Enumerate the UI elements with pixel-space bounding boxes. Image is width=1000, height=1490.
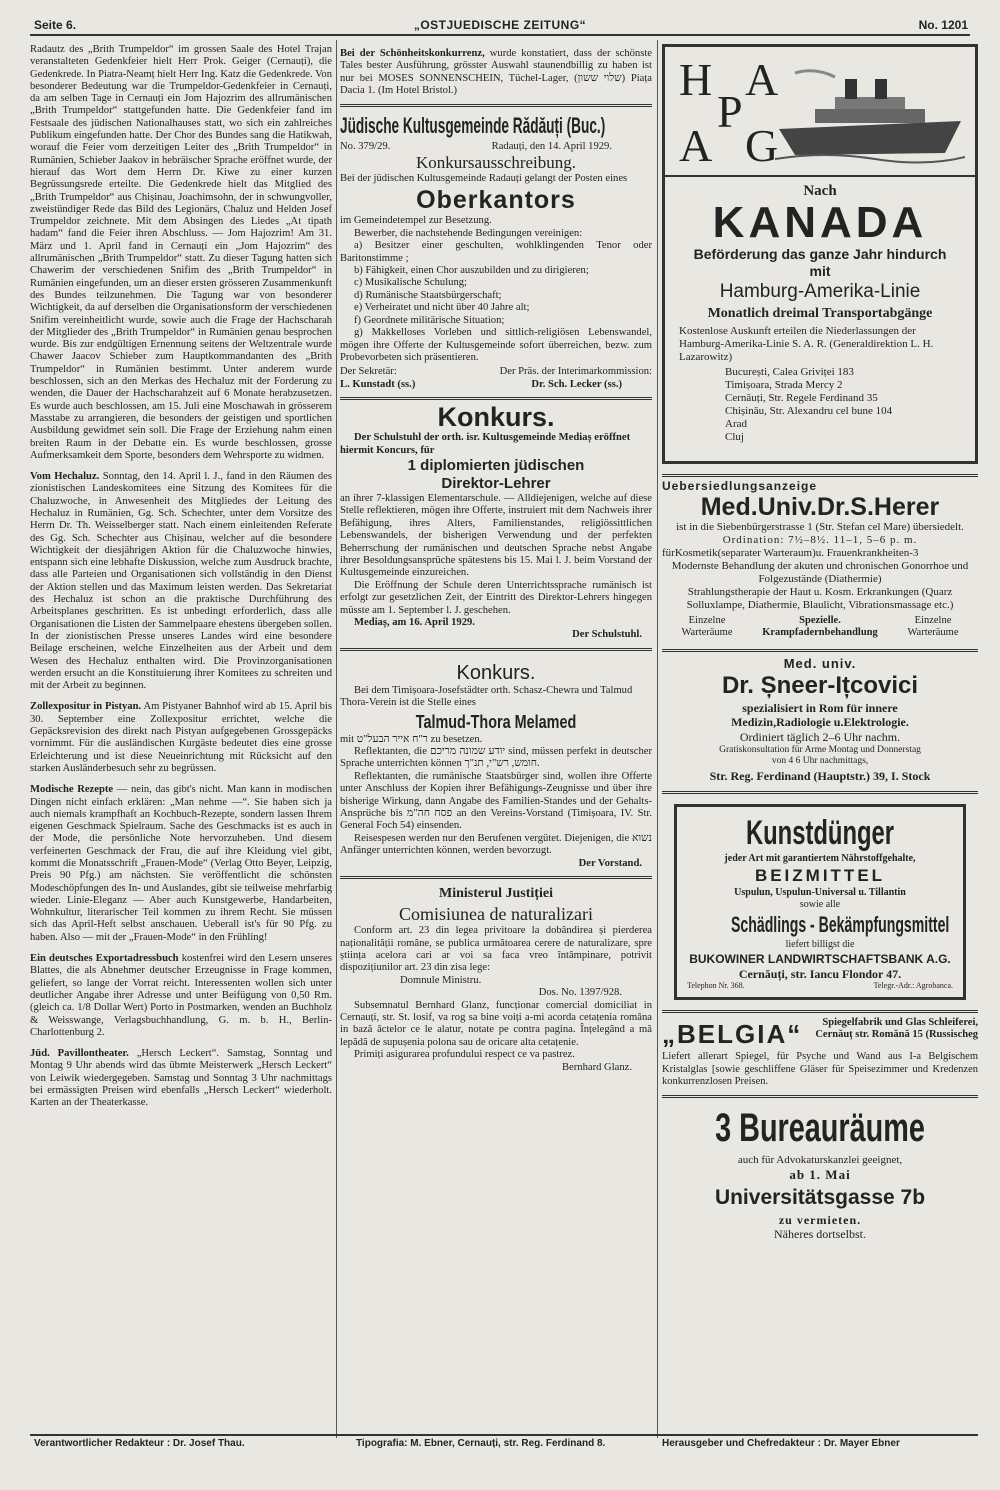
article-heading: Ein deutsches Exportadressbuch [30, 953, 179, 965]
page-header [30, 14, 970, 36]
director-teacher-notice: Konkurs. Der Schulstuhl der orth. isr. Kultusgemeinde Mediaș eröffnet hiermit Koncurs, für 1 diplomierten jüdischen Direktor-Lehrer an ihrer 7-klassigen Elementarschule. — Alldiejenigen, welche auf diese Stelle reflektieren, mögen ihre Offerte, instruiert mit dem Nachweis ihrer Befähigung, ihres Alters, Familienstandes, religiössittlichen Lebenswandels, der bisherigen Verwendung und der perfekten Beherrschung der rumänischen und deutschen Sprache nebst Angabe ihrer Besoldungsansprüche spätestens bis 15. Mai l. J. beim Vorstand der Kultusgemeinde einzureichen. Die Eröffnung der Schule deren Unterrichtssprache rumänisch ist erfolgt zur gesetzlichen Zeit, der Eintritt des Direktor-Lehrers hingegen müsste am 1. September l. J. geschehen. Mediaș, am 16. April 1929. Der Schulstuhl. [340, 400, 652, 651]
notice-title: Konkurs. [456, 661, 536, 684]
notice-title: Konkurs. [437, 402, 555, 433]
article-heading: Modische Rezepte [30, 784, 114, 796]
list-item: a) Besitzer einer geschulten, wohlklingenden Tenor oder Baritonstimme ; [340, 240, 652, 264]
column-divider [657, 40, 658, 1438]
news-column [30, 44, 332, 1119]
article-heading: Vom Hechaluz. [30, 471, 100, 483]
notice-title: Jüdische Kultusgemeinde Rădăuți (Buc.) [340, 112, 606, 138]
hapag-logo: H A P A G [665, 47, 975, 177]
list-item: București, Calea Griviței 183 [725, 366, 854, 378]
export-article: Ein deutsches Exportadressbuch kostenfrei wird den Lesern unseres Blattes, die als Abnehmer deutscher Erzeugnisse in Frage kommen, geliefert, so lange der Vorrat reicht. Interessenten wollen sich unter deutlicher Angabe ihrer Adresse und unter Beifügung von 0,50 Rm. (gleich ca. 1/8 Dollar Wert) Porto in Postmarken, wenden an Buchholz & Weisswange, Verlagsbuchhandlung, G. m. b. H., Berlin-Charlottenburg 2. [30, 953, 332, 1038]
requirements-list [340, 240, 652, 364]
issue-number: No. 1201 [918, 18, 968, 32]
list-item: Chișinău, Str. Alexandru cel bune 104 [725, 405, 893, 417]
list-item: Arad [725, 418, 747, 430]
naturalization-notice: Ministerul Justiției Comisiunea de naturalizari Conform art. 23 din legea privitoare la dobândirea și pierderea naționalității române, se publica următoarea cerere de naturalizare, spre știința acelora cari ar voi sa faca vreo întâmpinare, potrivit dispozițiunilor art. 23 din zisa lege: Domnule Ministru. Dos. No. 1397/928. Subsemnatul Bernhard Glanz, funcționar comercial domiciliat in Cernauți, str. St. losif, va rog sa bine voiți a-mi acorda cetațenia româna in bază âctelor ce le alatur, notate pe contra pagina. Înțelegând a mă lepădă de supușenia polona sau de oricare alta cetațenie. Primiți asigurarea profundului respect ce va pastrez. Bernhard Glanz. [340, 886, 652, 1073]
footer-printer: Tipografia: M. Ebner, Cernauți, str. Reg. Ferdinand 8. [356, 1438, 606, 1449]
column-divider [336, 40, 337, 1438]
melamed-notice: Konkurs. Bei dem Timișoara-Josefstädter orth. Schasz-Chewra und Talmud Thora-Verein ist die Stelle eines Talmud-Thora Melamed mit ר"ח אייר הבעל"ט zu besetzen. Reflektanten, die יודע שמונה מריכם sind, müssen perfekt in deutscher Sprache unterrichten können חומש, רש"י, תנ"ך. Reflektanten, die rumänische Staatsbürger sind, wollen ihre Offerte unter Anschluss der Kopien ihrer Befähigungs-Zeugnisse und über ihre bisherige Wirkung, dann Angabe des Familien-Standes und der Gehalts-Ansprüche bis פסח חה"מ an den Vereins-Vorstand (Timișoara, IV. Str. General Foch 54) einsenden. Reisespesen werden nur den Berufenen vergütet. Diejenigen, die נשוא Anfänger unterrichten können, werden bevorzugt. Der Vorstand. [340, 651, 652, 879]
page-number: Seite 6. [34, 18, 77, 32]
list-item: b) Fähigkeit, einen Chor auszubilden und zu dirigieren; [354, 265, 589, 277]
list-item: f) Geordnete militärische Situation; [354, 314, 505, 326]
list-item: g) Makkelloses Vorleben und sittlich-religiösen Lebenswandel, mögen ihre Offerte der Kultusgemeinde sofort überreichen, bezw. zum Probevorbeten sich präsentieren. [340, 327, 652, 363]
trumpeldor-article: Radautz des „Brith Trumpeldor“ im grossen Saale des Hotel Trajan veranstalteten Gedenkfeier hielt Herr Prok. Geiger (Cernauți), die Gedenkrede. In Piatra-Neamț hielt Herr Ing. Katz die Gedenkrede. Von besonderer Bedeutung war die Trumpeldor-Gedenkfeier in Cernauți, da am selben Tage in Cernauți ein Jom Hajozrim des allrumänischen „Brith Trumpeldor“ stattgefunden hatte. Die Gedenkfeier fand im Festsaale des jüdischen Nationalhauses statt, wo sich ein zahlreiches Publikum eingefunden hatte. Der Chor des Bundes sang die Hatikwah, worauf die Feier vom derzeitigen Leiter des „Brith Trumpeldor“ in Rumänien, Schieber Jaakov in hebräischer Sprache eröffnet wurde, der hierauf das Wort dem Herrn Dr. Kiwe zu einer kurzen Begrüssungsrede erteilte. Die Gedenkrede hielt das Mitglied des „Brith Trumpeldor“ aus Chișinau, Joachimsohn, der in schwungvoller, zweistündiger Rede das Bild des Legionärs, Chaluz und Helden Josef Trumpeldor zeichnete. Mit dem Absingen des Liedes „At tipath hadam“ fand die Feier ihren Abschluss. — Jom Hajozrim! Am 31. März und 1. April fand in Cernauți ein „Jom Hajozrim“ des allrumänischen „Brith Trumpeldor“ statt. Zu dieser Tagung hatten sich Chawerim der verschiedenen Snifim des „Brith Trumpeldor“ in Rumänien eingefunden, um an dieser ersten grösseren Zusammenkunft des Bundes teilzunehmen. Die Tagung war von besonderer Wichtigkeit, da auf derselben die Organisationsform der verschiedenen Snifim vereinheitlicht wurde, sowie auch die Frage der Hachscharah der Mitglieder des „Brith Trumpeldor“ in Rumänien genau besprochen wurde. Bis zur endgültigen Ernennung seitens der Weltzentrale wurde Chawer Jaacov Schieber zum Hauptkommandanten des „Brith Trumpeldor“ in Rumänien bestimmt. Unter anderem wurde beschlossen, sich an den Merkas des Hechaluz mit der Forderung zu wenden, die Dauer der Hachscharahzeit auf 6 Monate herabzusetzen. Es wurde auch beschlossen, am 15. Juli eine Moschawah in grösserem Masstabe zu arrangieren, die besonders der geistigen und sportlichen Ausbildung gewidmet sein soll. Die Frage der Erziehung nahm einen breiten Raum in der Debatte ein. Es wurde beschlossen, grosse Aufmerksamkeit dem Sporte, besonders dem Wehrsporte zu widmen. [30, 44, 332, 461]
belgia-advert: „BELGIA“ Spiegelfabrik und Glas Schleiferei, Cernăuț str. Romănă 15 (Russischeg Liefert allerart Spiegel, für Psyche und Wand aus I-a Belgischem Kristalglas [sowie geschliffene Gläser für Speisezimmer und Kredenzen konkurrenzlosen Preisen. [662, 1010, 978, 1089]
footer-editor: Verantwortlicher Redakteur : Dr. Josef Thau. [34, 1438, 245, 1449]
pistyan-article: Zollexpositur in Pistyan. Am Pistyaner Bahnhof wird ab 15. April bis 30. September eine Zollexpositur errichtet, welche die Gepäcksrevision des direkt nach Pistyan aufgegebenen Grossgepäcks vornimmt. Für die ausländischen Kurgäste bedeutet dies eine grosse Erleichterung und ist diese Neueinrichtung mit Rücksicht auf den starken Ausländerbesuch sehr zu begrüssen. [30, 701, 332, 774]
sneer-advert: Med. univ. Dr. Șneer-Ițcovici spezialisiert in Rom für innere Medizin,Radiologie u.Elektrologie. Ordiniert täglich 2–6 Uhr nachm. Gratiskonsultation für Arme Montag und Donnerstag von 4 6 Uhr nachmittags, Str. Reg. Ferdinand (Hauptstr.) 39, I. Stock [662, 649, 978, 794]
post-title: Oberkantors [416, 186, 576, 215]
list-item: Cluj [725, 431, 744, 443]
article-heading: Jüd. Pavillontheater. [30, 1048, 129, 1060]
list-item: d) Rumänische Staatsbürgerschaft; [354, 289, 502, 301]
theater-article: Jüd. Pavillontheater. „Hersch Leckert“. Samstag, Sonntag und Montag 9 Uhr abends wird das übmte Meisterwerk „Hersch Leckert“ von Leiwik wiedergegeben. Samstag und Sonntag 3 Uhr nachmittags bei ermässigten Preisen wird ebenfalls „Hersch Leckert“ wiederholt. Karten an der Theaterkasse. [30, 1048, 332, 1109]
branch-list [665, 364, 975, 444]
tales-advert: Bei der Schönheitskonkurrenz, wurde konstatiert, dass der schönste Tales bester Ausführung, grösster Auswahl staunendbillig zu haben ist nur bei MOSES SONNENSCHEIN, Tüchel-Lager, (שלוי ששון) Piața Dacia 1. (Im Hotel Bristol.) [340, 44, 652, 107]
notices-column [340, 44, 652, 1080]
list-item: c) Musikalische Schulung; [354, 277, 467, 289]
footer-publisher: Herausgeber und Chefredakteur : Dr. Mayer Ebner [662, 1438, 900, 1449]
office-rooms-advert: 3 Bureauräume auch für Advokaturskanzlei geeignet, ab 1. Mai Universitätsgasse 7b zu vermieten. Näheres dortselbst. [662, 1095, 978, 1241]
kunstduenger-advert: Kunstdünger jeder Art mit garantiertem Nährstoffgehalte, BEIZMITTEL Uspulun, Uspulun-Universal u. Tillantin sowie alle Schädlings - Bekämpfungsmittel liefert billigst die BUKOWINER LANDWIRTSCHAFTSBANK A.G. Cernăuți, str. Iancu Flondor 47. Telephon Nr. 368. Telegr.-Adr.: Agrobanca. [674, 804, 966, 1000]
ship-icon [775, 67, 965, 167]
list-item: e) Verheiratet und nicht über 40 Jahre alt; [354, 302, 530, 314]
list-item: Cernăuți, Str. Regele Ferdinand 35 [725, 392, 878, 404]
fashion-article: Modische Rezepte — nein, das gibt's nicht. Man kann in modischen Dingen nicht einfach erklären: „Man nehme —“. Sie haben sich ja auch niemals krampfhaft an Kochbuch-Rezepte, sondern lassen Ihrem eigenen Geschmack Spielraum. Sache des Geschmacks ist es auch in der Mode, die persönliche Note hervorzuheben. Und diesem verfeinerten Geschmack der Frau, die auf ihre Kleidung viel gibt, kommt die Monatsschrift „Frauen-Mode“ (Verlag Otto Beyer, Leipzig, Preis 90 Pfg.) am nächsten. Sie veröffentlicht die schönsten Modeschöpfungen des In- und Auslandes, gibt sie teilweise mehrfarbig wieder. Linie-Eleganz — Aber auch Kunstgewerbe, Handarbeiten, Wohnkultur, literarischer Teil kommen zu ihrem Recht. Sie müssen sich das April-Heft selbst anschauen. Ueberall ist's für 90 Pfg. zu haben. Also — mit der „Frauen-Mode“ in den Frühling! [30, 784, 332, 943]
kantor-notice: Jüdische Kultusgemeinde Rădăuți (Buc.) No. 379/29. Radauți, den 14. April 1929. Konkursausschreibung. Bei der jüdischen Kultusgemeinde Radauți gelangt der Posten eines Oberkantors im Gemeindetempel zur Besetzung. Bewerber, die nachstehende Bedingungen vereinigen: a) Besitzer einer geschulten, wohlklingenden Tenor oder Baritonstimme ; b) Fähigkeit, einen Chor auszubilden und zu dirigieren; c) Musikalische Schulung; d) Rumänische Staatsbürgerschaft; e) Verheiratet und nicht über 40 Jahre alt; f) Geordnete militärische Situation; g) Makkelloses Vorleben und sittlich-religiösen Lebenswandel, mögen ihre Offerte der Kultusgemeinde sofort überreichen, bezw. zum Probevorbeten sich präsentieren. Der Sekretär: Der Präs. der Interimarkommission: L. Kunstadt (ss.) Dr. Sch. Lecker (ss.) [340, 107, 652, 401]
adverts-column [662, 44, 978, 1241]
article-heading: Zollexpositur in Pistyan. [30, 701, 142, 713]
list-item: Timișoara, Strada Mercy 2 [725, 379, 843, 391]
herer-advert: Uebersiedlungsanzeige Med.Univ.Dr.S.Herer ist in die Siebenbürgerstrasse 1 (Str. Stefan cel Mare) übersiedelt. Ordination: 7½–8½. 11–1, 5–6 p. m. fürKosmetik(separater Warteraum)u. Frauenkrankheiten-3 Modernste Behandlung der akuten und chronischen Gonorrhoe und Folgezustände (Diathermie) Strahlungstherapie der Haut u. Kosm. Erkrankungen (Quarz Solluxlampe, Diathermie, Blaulicht, Vibrationsmassage etc.) Einzelne Warteräume Spezielle. Krampfadernbehandlung Einzelne Warteräume [662, 474, 978, 639]
header-rule [30, 34, 970, 36]
kanada-title: KANADA [712, 198, 928, 247]
hapag-advert: H A P A G Nach KANADA Beförderung das ganze Jahr hindurch mit Hamburg-Amerika-Linie Monatlich dreimal Transportabgänge Kostenlose Auskunft erteilen die Niederlassungen der Hamburg-Amerika-Linie S. A. R. (Generaldirektion L. H. Lazarowitz) București, Calea Griviței 183 Timișoara, Strada Mercy 2 Cernăuți, Str. Regele Ferdinand 35 Chișinău, Str. Alexandru cel bune 104 Arad Cluj [662, 44, 978, 464]
masthead: „OSTJUEDISCHE ZEITUNG“ [413, 18, 587, 32]
hechaluz-article: Vom Hechaluz. Sonntag, den 14. April l. J., fand in den Räumen des zionistischen Landeskomitees eine Sitzung des Komitees für die Chaluzwoche, in Anwesenheit des Mitgliedes der Leitung des Hechaluz in Rumänien, Gg. Sch. Schechter, unter dem Vorsitze des Herrn Dr. Th. Weisselberger statt. Nach einem einleitenden Referate des Gg. Sch. Schechter aus Chișinau, welcher auf die besondere Wichtigkeit der diesjährigen Aktion für die Chaluzwoche hinwies, entspann sich eine lebhafte Diskussion, welche zum Ausdruck brachte, dass alle Parteien und Organisationen sich vollständig in den Dienst der Aktion stellen und das Maximum leisten werden. Das Sekretariat des Hechaluz ist schon an die praktische Durchführung des Arbeitsplanes geschritten. Es ist unbedingt erforderlich, dass alle Organisationen die Listen der Sammelpaare ehestens übergeben sollen. In der zionistischen Presse unseres Landes wird eine besondere Beilage erscheinen, welche Einzelheiten aus der Arbeit und dem Wesen des Hechaluz enthalten wird. Die Provinzorganisationen werden ersucht an die Konstituierung ihrer Komitees zu schreiten und mit der Arbeit zu beginnen. [30, 471, 333, 692]
footer-rule [30, 1434, 978, 1436]
